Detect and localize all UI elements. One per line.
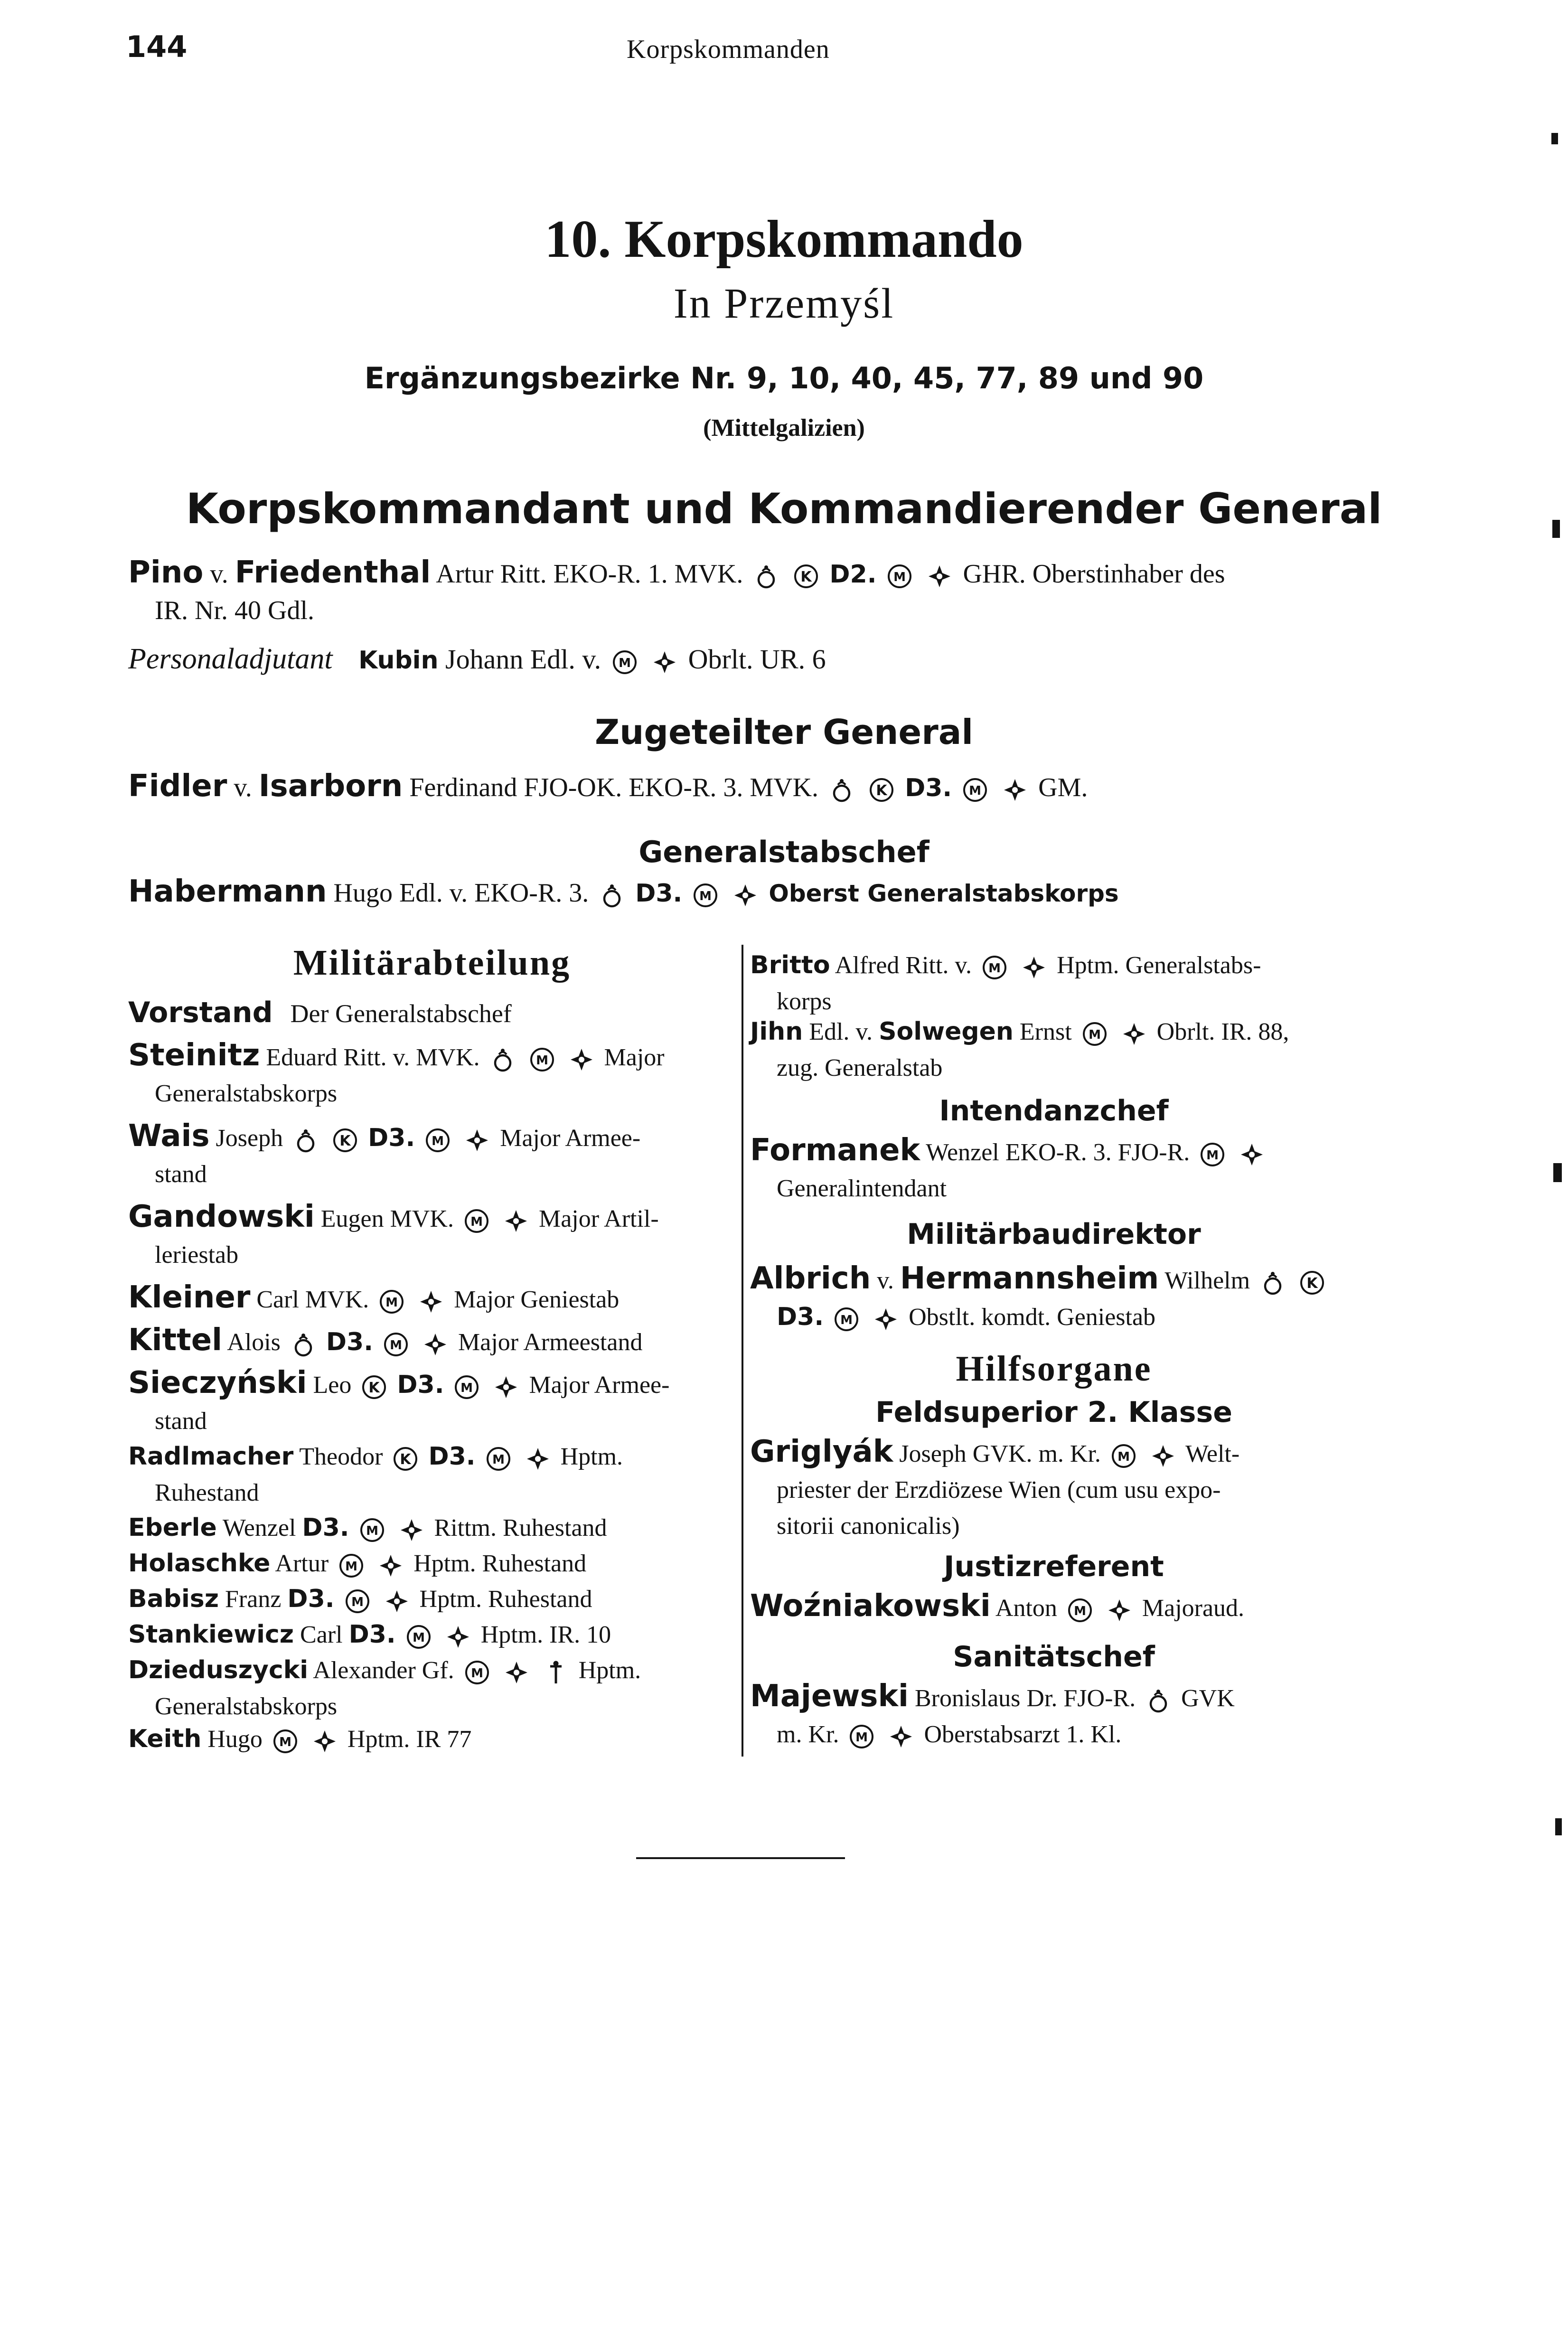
sanitaet-heading: Sanitätschef bbox=[953, 1640, 1155, 1673]
entry-name: Holaschke bbox=[128, 1549, 271, 1578]
cross-icon bbox=[873, 1306, 899, 1332]
cross-icon bbox=[384, 1588, 410, 1614]
k-circle-icon bbox=[332, 1128, 358, 1153]
k-circle-icon bbox=[361, 1374, 387, 1400]
entry-text: Artur bbox=[275, 1550, 329, 1577]
entry-name: Wais bbox=[128, 1118, 210, 1154]
scan-mark bbox=[1552, 520, 1560, 538]
entry-name: Albrich bbox=[750, 1261, 871, 1296]
commander-entry bbox=[128, 554, 1362, 629]
cross-icon bbox=[312, 1729, 338, 1754]
closing-rule bbox=[636, 1857, 845, 1859]
general-surname: Isarborn bbox=[258, 769, 403, 804]
entry-name: Kittel bbox=[128, 1323, 223, 1358]
entry-rank: Major Armee- bbox=[529, 1372, 670, 1399]
list-item bbox=[128, 1279, 736, 1318]
m-circle-icon bbox=[1082, 1021, 1108, 1047]
list-item bbox=[128, 1438, 736, 1511]
entry-surname: Hermannsheim bbox=[900, 1261, 1159, 1296]
entry-text: Alexander Gf. bbox=[313, 1657, 454, 1684]
entry-d: D3. bbox=[326, 1328, 373, 1356]
entry-cont: korps bbox=[777, 988, 832, 1015]
list-item bbox=[750, 1014, 1358, 1086]
entry-name: Gandowski bbox=[128, 1199, 315, 1234]
cross-icon bbox=[423, 1332, 448, 1357]
list-item bbox=[750, 1434, 1358, 1544]
entry-rank: Welt- bbox=[1185, 1440, 1240, 1467]
entry-rank: Hptm. IR 77 bbox=[347, 1726, 472, 1753]
general-text: Ferdinand FJO-OK. EKO-R. 3. MVK. bbox=[409, 773, 819, 802]
entry-text: Theodor bbox=[299, 1443, 383, 1470]
entry-name: Dzieduszycki bbox=[128, 1656, 309, 1684]
list-item bbox=[128, 1721, 736, 1757]
entry-text: Wilhelm bbox=[1164, 1267, 1250, 1294]
commander-name: Pino bbox=[128, 555, 204, 590]
m-circle-icon bbox=[464, 1660, 490, 1685]
cross-icon bbox=[445, 1624, 471, 1650]
k-circle-icon bbox=[1299, 1270, 1325, 1296]
list-item bbox=[128, 1510, 736, 1546]
dagger-icon bbox=[543, 1660, 569, 1685]
entry-d: D3. bbox=[287, 1585, 335, 1613]
commander-cont: IR. Nr. 40 Gdl. bbox=[155, 596, 314, 625]
m-circle-icon bbox=[379, 1289, 404, 1315]
general-d: D3. bbox=[905, 774, 952, 802]
cross-icon bbox=[1107, 1598, 1132, 1623]
entry-text: Bronislaus Dr. FJO-R. bbox=[914, 1685, 1136, 1712]
scan-mark bbox=[1551, 133, 1558, 144]
commander-surname: Friedenthal bbox=[235, 555, 431, 590]
general-rank: GM. bbox=[1038, 773, 1088, 802]
entry-cont: Generalstabskorps bbox=[155, 1693, 338, 1720]
entry-cont: priester der Erzdiözese Wien (cum usu expo- bbox=[777, 1476, 1221, 1504]
entry-name: Woźniakowski bbox=[750, 1588, 991, 1624]
entry-cont: stand bbox=[155, 1408, 207, 1435]
entry-text: Eugen MVK. bbox=[320, 1205, 454, 1232]
m-circle-icon bbox=[1067, 1598, 1093, 1623]
list-item bbox=[750, 947, 1358, 1020]
entry-text: Franz bbox=[225, 1586, 282, 1613]
m-circle-icon bbox=[464, 1208, 489, 1234]
m-circle-icon bbox=[1111, 1443, 1136, 1469]
hilfs-heading: Hilfsorgane bbox=[956, 1349, 1152, 1389]
ring-icon bbox=[1145, 1688, 1171, 1713]
entry-cont: Generalintendant bbox=[777, 1175, 947, 1202]
entry-rank: Hptm. IR. 10 bbox=[480, 1621, 611, 1648]
entry-name: Babisz bbox=[128, 1585, 219, 1613]
entry-rank: Rittm. Ruhestand bbox=[434, 1514, 607, 1541]
cross-icon bbox=[399, 1517, 424, 1543]
entry-text: Wenzel bbox=[222, 1514, 296, 1541]
m-circle-icon bbox=[345, 1588, 370, 1614]
entry-cont: Generalstabskorps bbox=[155, 1080, 338, 1107]
entry-name: Sieczyński bbox=[128, 1365, 307, 1400]
ring-icon bbox=[1260, 1270, 1286, 1296]
main-title: 10. Korpskommando bbox=[545, 210, 1023, 269]
list-item bbox=[128, 1118, 736, 1193]
k-circle-icon bbox=[793, 564, 819, 589]
entry-d: D3. bbox=[777, 1303, 824, 1331]
feld-heading: Feldsuperior 2. Klasse bbox=[875, 1396, 1232, 1429]
running-title: Korpskommanden bbox=[627, 35, 830, 64]
cross-icon bbox=[927, 564, 952, 589]
vorstand-label: Vorstand bbox=[128, 996, 273, 1029]
commander-d: D2. bbox=[829, 560, 877, 589]
entry-text: Alfred Ritt. v. bbox=[835, 952, 972, 979]
ring-icon bbox=[753, 564, 779, 589]
adjutant-text: Johann Edl. v. bbox=[445, 644, 601, 675]
list-item bbox=[750, 1588, 1358, 1626]
cross-icon bbox=[1121, 1021, 1147, 1047]
list-item bbox=[128, 1322, 736, 1361]
adjutant-name: Kubin bbox=[358, 646, 439, 675]
entry-d: D3. bbox=[302, 1513, 349, 1542]
entry-rank: Majoraud. bbox=[1142, 1595, 1245, 1622]
districts-line: Ergänzungsbezirke Nr. 9, 10, 40, 45, 77, 89 und 90 bbox=[364, 361, 1204, 395]
entry-name: Griglyák bbox=[750, 1434, 893, 1469]
list-item bbox=[750, 1260, 1358, 1335]
entry-text: Leo bbox=[313, 1372, 352, 1399]
cross-icon bbox=[418, 1289, 444, 1315]
entry-text: Joseph GVK. m. Kr. bbox=[899, 1440, 1101, 1467]
entry-rank: Major Artil- bbox=[538, 1205, 659, 1232]
cross-icon bbox=[378, 1553, 404, 1579]
k-circle-icon bbox=[393, 1446, 418, 1472]
cross-icon bbox=[504, 1660, 529, 1685]
entry-name: Stankiewicz bbox=[128, 1620, 294, 1649]
entry-cont: leriestab bbox=[155, 1241, 239, 1269]
entry-d: D3. bbox=[368, 1124, 415, 1152]
cross-icon bbox=[888, 1724, 914, 1749]
general-name: Fidler bbox=[128, 769, 227, 804]
cross-icon bbox=[652, 649, 677, 675]
entry-text: Carl MVK. bbox=[256, 1286, 369, 1313]
cross-icon bbox=[569, 1047, 594, 1072]
m-circle-icon bbox=[693, 883, 718, 908]
chief-entry bbox=[128, 874, 1362, 912]
cross-icon bbox=[503, 1208, 529, 1234]
list-item bbox=[128, 1365, 736, 1439]
list-item bbox=[128, 1037, 736, 1112]
ring-icon bbox=[490, 1047, 516, 1072]
m-circle-icon bbox=[406, 1624, 432, 1650]
m-circle-icon bbox=[887, 564, 912, 589]
entry-d: D3. bbox=[428, 1442, 476, 1471]
column-divider bbox=[742, 945, 743, 1757]
m-circle-icon bbox=[425, 1128, 451, 1153]
ring-icon bbox=[829, 777, 854, 803]
entry-cont: sitorii canonicalis) bbox=[777, 1513, 960, 1540]
entry-cont-2: Oberstabsarzt 1. Kl. bbox=[924, 1721, 1122, 1748]
m-circle-icon bbox=[383, 1332, 409, 1357]
entry-particle: v. bbox=[877, 1267, 894, 1294]
entry-name: Britto bbox=[750, 951, 830, 979]
entry-cont: zug. Generalstab bbox=[777, 1054, 943, 1081]
entry-name: Radlmacher bbox=[128, 1442, 294, 1471]
commander-text-2: GHR. Oberstinhaber des bbox=[963, 559, 1225, 589]
m-circle-icon bbox=[272, 1729, 298, 1754]
list-item bbox=[128, 1652, 736, 1725]
adjutant-label: Personaladjutant bbox=[128, 643, 333, 675]
cross-icon bbox=[493, 1374, 519, 1400]
entry-rank: Obstlt. komdt. Geniestab bbox=[909, 1304, 1156, 1331]
cross-icon bbox=[464, 1128, 490, 1153]
chief-rank: Oberst Generalstabskorps bbox=[769, 880, 1119, 907]
entry-name: Eberle bbox=[128, 1513, 217, 1542]
entry-text: Hugo bbox=[207, 1726, 263, 1753]
entry-rank: Obrlt. IR. 88, bbox=[1156, 1018, 1289, 1045]
ring-icon bbox=[291, 1332, 316, 1357]
ring-icon bbox=[293, 1128, 319, 1153]
vorstand-text: Der Generalstabschef bbox=[290, 999, 512, 1028]
entry-rank: Major Geniestab bbox=[454, 1286, 620, 1313]
entry-rank: Hptm. Ruhestand bbox=[413, 1550, 587, 1577]
cross-icon bbox=[1239, 1142, 1265, 1167]
m-circle-icon bbox=[486, 1446, 511, 1472]
entry-text: Alois bbox=[227, 1329, 281, 1356]
chief-name: Habermann bbox=[128, 874, 327, 909]
commander-heading: Korpskommandant und Kommandierender General bbox=[186, 484, 1382, 533]
m-circle-icon bbox=[359, 1517, 385, 1543]
entry-name: Jihn bbox=[750, 1017, 803, 1046]
entry-rank: Major Armee- bbox=[500, 1125, 641, 1152]
region-note: (Mittelgalizien) bbox=[703, 414, 865, 442]
cross-icon bbox=[1150, 1443, 1176, 1469]
m-circle-icon bbox=[454, 1374, 479, 1400]
entry-cont: stand bbox=[155, 1161, 207, 1188]
scan-mark bbox=[1553, 1163, 1562, 1182]
vorstand-entry bbox=[128, 995, 736, 1033]
entry-rank: GVK bbox=[1181, 1685, 1235, 1712]
entry-d: D3. bbox=[397, 1371, 444, 1399]
cross-icon bbox=[525, 1446, 551, 1472]
entry-rank: Hptm. bbox=[578, 1657, 641, 1684]
intendanz-heading: Intendanzchef bbox=[939, 1094, 1169, 1128]
entry-cont: m. Kr. bbox=[777, 1721, 839, 1748]
entry-text: Edl. v. bbox=[809, 1018, 873, 1045]
entry-surname: Solwegen bbox=[879, 1017, 1014, 1046]
entry-rank: Hptm. Ruhestand bbox=[419, 1586, 592, 1613]
entry-text: Joseph bbox=[216, 1125, 283, 1152]
entry-rank: Major Armeestand bbox=[458, 1329, 643, 1356]
chief-heading: Generalstabschef bbox=[638, 835, 930, 869]
entry-rank: Hptm. bbox=[560, 1443, 623, 1470]
k-circle-icon bbox=[869, 777, 894, 803]
entry-rank: Hptm. Generalstabs- bbox=[1057, 952, 1261, 979]
location-subtitle: In Przemyśl bbox=[673, 280, 895, 327]
list-item bbox=[128, 1199, 736, 1273]
m-circle-icon bbox=[982, 955, 1007, 980]
commander-text: Artur Ritt. EKO-R. 1. MVK. bbox=[436, 559, 743, 589]
general-entry bbox=[128, 768, 1362, 806]
justiz-heading: Justizreferent bbox=[944, 1550, 1164, 1583]
entry-text-2: Ernst bbox=[1019, 1018, 1072, 1045]
m-circle-icon bbox=[849, 1724, 874, 1749]
cross-icon bbox=[1002, 777, 1028, 803]
adjutant-rank: Obrlt. UR. 6 bbox=[688, 644, 826, 675]
commander-particle: v. bbox=[210, 559, 228, 589]
list-item bbox=[750, 1132, 1358, 1207]
adjutant-entry bbox=[128, 641, 1362, 678]
entry-name: Kleiner bbox=[128, 1280, 251, 1315]
m-circle-icon bbox=[612, 649, 638, 675]
scan-mark bbox=[1555, 1818, 1562, 1835]
general-heading: Zugeteilter General bbox=[594, 712, 974, 752]
entry-text: Carl bbox=[300, 1621, 343, 1648]
cross-icon bbox=[732, 883, 758, 908]
entry-name: Steinitz bbox=[128, 1038, 260, 1073]
list-item bbox=[750, 1678, 1358, 1753]
ring-icon bbox=[599, 883, 625, 908]
cross-icon bbox=[1021, 955, 1047, 980]
m-circle-icon bbox=[962, 777, 988, 803]
entry-rank: Major bbox=[604, 1044, 665, 1071]
list-item bbox=[128, 1581, 736, 1617]
m-circle-icon bbox=[834, 1306, 859, 1332]
list-item bbox=[128, 1545, 736, 1582]
entry-text: Anton bbox=[995, 1595, 1057, 1622]
entry-name: Keith bbox=[128, 1725, 202, 1753]
left-column-heading: Militärabteilung bbox=[293, 943, 571, 983]
general-particle: v. bbox=[234, 773, 252, 802]
chief-text: Hugo Edl. v. EKO-R. 3. bbox=[333, 878, 589, 908]
entry-name: Formanek bbox=[750, 1133, 920, 1168]
entry-d: D3. bbox=[348, 1620, 396, 1649]
m-circle-icon bbox=[529, 1047, 555, 1072]
list-item bbox=[128, 1616, 736, 1653]
page-number: 144 bbox=[126, 29, 188, 64]
entry-text: Wenzel EKO-R. 3. FJO-R. bbox=[926, 1139, 1190, 1166]
entry-cont: Ruhestand bbox=[155, 1479, 259, 1506]
entry-text: Eduard Ritt. v. MVK. bbox=[266, 1044, 480, 1071]
m-circle-icon bbox=[338, 1553, 364, 1579]
chief-d: D3. bbox=[635, 879, 683, 908]
baudirektor-heading: Militärbaudirektor bbox=[907, 1218, 1201, 1251]
entry-name: Majewski bbox=[750, 1679, 909, 1714]
m-circle-icon bbox=[1200, 1142, 1225, 1167]
